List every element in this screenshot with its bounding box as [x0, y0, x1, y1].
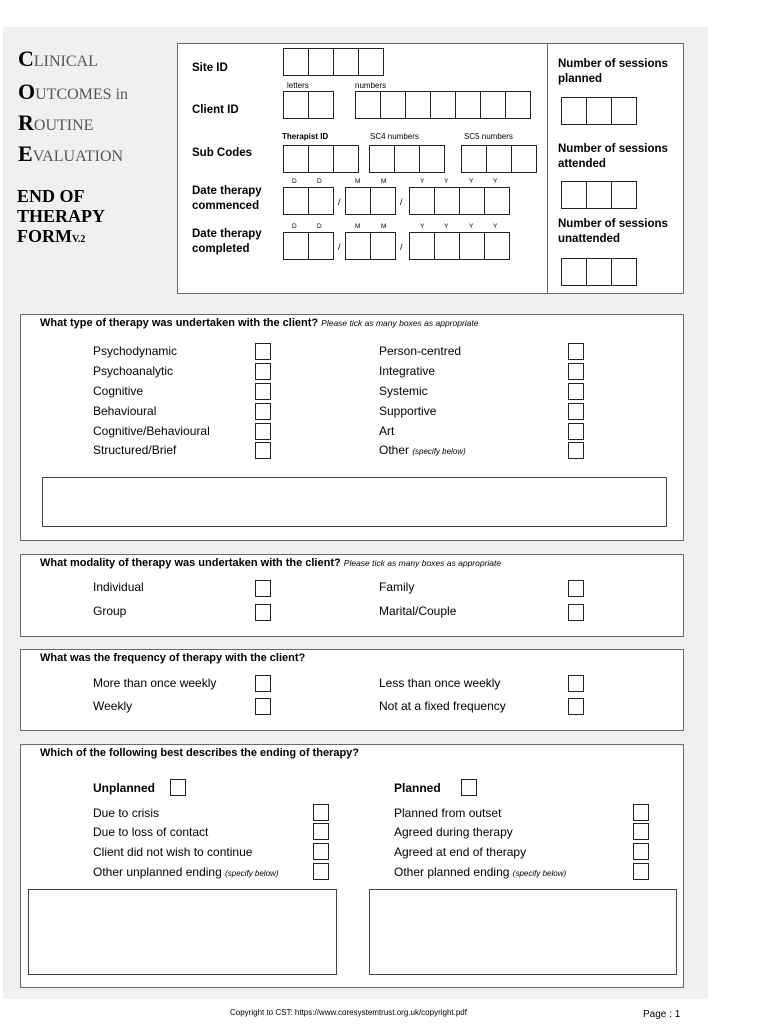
- date-commenced-year-box[interactable]: [484, 187, 510, 215]
- planned-specify-field[interactable]: [369, 889, 677, 975]
- therapy-type-checkbox[interactable]: [255, 343, 271, 360]
- date-completed-year-box[interactable]: [434, 232, 460, 260]
- date-completed-slash: /: [400, 242, 403, 252]
- unplanned-reason-text: Client did not wish to continue: [93, 845, 253, 859]
- date-completed-month-box[interactable]: [370, 232, 396, 260]
- specify-note: (specify below): [412, 447, 466, 456]
- date-commenced-day-box[interactable]: [283, 187, 309, 215]
- unplanned-reason-text: Due to crisis: [93, 806, 160, 820]
- unplanned-checkbox[interactable]: [170, 779, 186, 796]
- date-commenced-format-letter: Y: [493, 178, 498, 185]
- planned-reason-label: [394, 806, 501, 820]
- letters-label: letters: [287, 81, 309, 90]
- therapy-type-checkbox[interactable]: [255, 442, 271, 459]
- unplanned-specify-field[interactable]: [28, 889, 337, 975]
- therapist-id-box[interactable]: [283, 145, 309, 173]
- date-commenced-format-letter: D: [292, 178, 297, 185]
- date-completed-format-letter: D: [292, 223, 297, 230]
- date-commenced-format-letter: M: [381, 178, 387, 185]
- site-id-box[interactable]: [308, 48, 334, 76]
- title-routine: ROUTINE: [18, 110, 94, 135]
- planned-reason-text: Other planned ending: [394, 865, 510, 879]
- therapy-type-question: What type of therapy was undertaken with the client? Please tick as many boxes as appropriate: [40, 317, 479, 329]
- unplanned-reason-label: [93, 825, 208, 839]
- date-commenced-slash: /: [400, 197, 403, 207]
- planned-reason-label: [394, 825, 513, 839]
- therapy-type-label: Behavioural: [93, 404, 157, 418]
- date-completed-month-box[interactable]: [345, 232, 371, 260]
- therapy-type-label: [379, 364, 435, 378]
- therapy-type-label: [379, 384, 428, 398]
- sessions-planned-box[interactable]: [611, 97, 637, 125]
- date-completed-slash: /: [338, 242, 341, 252]
- date-commenced-label: Date therapy commenced: [192, 185, 262, 212]
- unplanned-reason-label: [93, 806, 159, 820]
- therapy-type-checkbox[interactable]: [568, 383, 584, 400]
- frequency-checkbox[interactable]: [255, 698, 271, 715]
- planned-reason-label: [394, 865, 566, 881]
- frequency-label: Weekly: [93, 699, 133, 713]
- modality-label: Family: [379, 580, 415, 594]
- therapy-type-text: Art: [379, 424, 395, 438]
- sessions-attended-label: Number of sessions attended: [558, 143, 668, 170]
- sessions-unattended-box[interactable]: [561, 258, 587, 286]
- unplanned-reason-checkbox[interactable]: [313, 823, 329, 840]
- sc4-box[interactable]: [394, 145, 420, 173]
- therapist-id-box[interactable]: [308, 145, 334, 173]
- unplanned-reason-checkbox[interactable]: [313, 843, 329, 860]
- date-completed-format-letter: M: [381, 223, 387, 230]
- therapy-type-text: Other: [379, 443, 410, 457]
- unplanned-label: Unplanned: [93, 781, 155, 795]
- therapy-type-checkbox[interactable]: [255, 383, 271, 400]
- date-commenced-year-box[interactable]: [409, 187, 435, 215]
- therapy-type-checkbox[interactable]: [255, 423, 271, 440]
- type-specify-field[interactable]: [42, 477, 667, 527]
- planned-reason-text: Agreed at end of therapy: [394, 845, 527, 859]
- date-commenced-format-letter: Y: [444, 178, 449, 185]
- unplanned-reason-label: [93, 845, 252, 859]
- sc5-box[interactable]: [461, 145, 487, 173]
- page-number: Page : 1: [643, 1009, 681, 1020]
- date-commenced-format-letter: Y: [420, 178, 425, 185]
- modality-checkbox[interactable]: [568, 580, 584, 597]
- copyright-text: Copyright to CST: https://www.coresystemtrust.org.uk/copyright.pdf: [230, 1008, 467, 1017]
- client-id-number-box[interactable]: [505, 91, 531, 119]
- header-divider: [547, 44, 548, 293]
- client-id-letter-box[interactable]: [283, 91, 309, 119]
- title-clinical: CLINICAL: [18, 46, 98, 71]
- date-commenced-slash: /: [338, 197, 341, 207]
- client-id-number-box[interactable]: [380, 91, 406, 119]
- date-commenced-year-box[interactable]: [434, 187, 460, 215]
- frequency-checkbox[interactable]: [568, 675, 584, 692]
- therapy-type-label: Psychodynamic: [93, 344, 178, 358]
- unplanned-reason-text: Due to loss of contact: [93, 825, 209, 839]
- sc4-box[interactable]: [369, 145, 395, 173]
- client-id-number-box[interactable]: [405, 91, 431, 119]
- frequency-label: Not at a fixed frequency: [379, 699, 506, 713]
- client-id-letter-box[interactable]: [308, 91, 334, 119]
- sessions-unattended-box[interactable]: [611, 258, 637, 286]
- therapy-type-text: Person-centred: [379, 344, 462, 358]
- planned-reason-text: Agreed during therapy: [394, 825, 513, 839]
- date-completed-year-box[interactable]: [484, 232, 510, 260]
- date-completed-day-box[interactable]: [283, 232, 309, 260]
- planned-reason-checkbox[interactable]: [633, 843, 649, 860]
- frequency-checkbox[interactable]: [568, 698, 584, 715]
- planned-reason-text: Planned from outset: [394, 806, 502, 820]
- sessions-planned-box[interactable]: [561, 97, 587, 125]
- sessions-planned-label: Number of sessions planned: [558, 58, 668, 85]
- sc5-box[interactable]: [486, 145, 512, 173]
- date-completed-year-box[interactable]: [409, 232, 435, 260]
- client-id-number-box[interactable]: [430, 91, 456, 119]
- planned-reason-label: [394, 845, 526, 859]
- therapy-type-label: [379, 443, 466, 459]
- therapy-type-label: Psychoanalytic: [93, 364, 174, 378]
- modality-label: Individual: [93, 580, 144, 594]
- sc4-label: SC4 numbers: [370, 132, 419, 141]
- sessions-attended-box[interactable]: [586, 181, 612, 209]
- client-id-number-box[interactable]: [480, 91, 506, 119]
- frequency-label: Less than once weekly: [379, 676, 501, 690]
- sc5-box[interactable]: [511, 145, 537, 173]
- unplanned-reason-label: [93, 865, 278, 881]
- modality-question: What modality of therapy was undertaken with the client? Please tick as many boxes as appropriate: [40, 557, 502, 569]
- therapy-type-checkbox[interactable]: [568, 363, 584, 380]
- sc4-box[interactable]: [419, 145, 445, 173]
- therapy-type-checkbox[interactable]: [255, 403, 271, 420]
- therapy-type-checkbox[interactable]: [568, 343, 584, 360]
- sessions-unattended-label: Number of sessions unattended: [558, 218, 668, 245]
- site-id-box[interactable]: [358, 48, 384, 76]
- date-commenced-format-letter: M: [355, 178, 361, 185]
- planned-checkbox[interactable]: [461, 779, 477, 796]
- modality-checkbox[interactable]: [255, 580, 271, 597]
- therapy-type-label: [379, 404, 436, 418]
- therapist-id-label: Therapist ID: [282, 132, 329, 141]
- sessions-unattended-box[interactable]: [586, 258, 612, 286]
- unplanned-reason-text: Other unplanned ending: [93, 865, 222, 879]
- therapy-type-label: [379, 344, 461, 358]
- frequency-question: What was the frequency of therapy with the client?: [40, 652, 306, 664]
- unplanned-reason-checkbox[interactable]: [313, 863, 329, 880]
- frequency-label: More than once weekly: [93, 676, 217, 690]
- date-completed-format-letter: Y: [420, 223, 425, 230]
- planned-reason-checkbox[interactable]: [633, 804, 649, 821]
- date-completed-format-letter: Y: [469, 223, 474, 230]
- therapist-id-box[interactable]: [333, 145, 359, 173]
- date-completed-format-letter: M: [355, 223, 361, 230]
- therapy-type-label: Structured/Brief: [93, 443, 177, 457]
- client-id-number-box[interactable]: [355, 91, 381, 119]
- site-id-box[interactable]: [283, 48, 309, 76]
- specify-note: (specify below): [225, 869, 279, 878]
- numbers-label: numbers: [355, 81, 387, 90]
- planned-label: Planned: [394, 781, 441, 795]
- client-id-number-box[interactable]: [455, 91, 481, 119]
- date-completed-format-letter: Y: [493, 223, 498, 230]
- modality-label: Group: [93, 604, 127, 618]
- therapy-type-label: Cognitive/Behavioural: [93, 424, 210, 438]
- planned-reason-checkbox[interactable]: [633, 863, 649, 880]
- sessions-attended-box[interactable]: [561, 181, 587, 209]
- date-commenced-day-box[interactable]: [308, 187, 334, 215]
- date-completed-year-box[interactable]: [459, 232, 485, 260]
- date-commenced-format-letter: Y: [469, 178, 474, 185]
- date-completed-format-letter: D: [317, 223, 322, 230]
- title-evaluation: EVALUATION: [18, 141, 124, 166]
- therapy-type-text: Integrative: [379, 364, 436, 378]
- site-id-box[interactable]: [333, 48, 359, 76]
- site-id-label: Site ID: [192, 62, 228, 74]
- therapy-type-checkbox[interactable]: [568, 442, 584, 459]
- modality-checkbox[interactable]: [568, 604, 584, 621]
- planned-reason-checkbox[interactable]: [633, 823, 649, 840]
- date-commenced-year-box[interactable]: [459, 187, 485, 215]
- therapy-type-checkbox[interactable]: [255, 363, 271, 380]
- therapy-type-checkbox[interactable]: [568, 423, 584, 440]
- therapy-type-label: [379, 424, 394, 438]
- sc5-label: SC5 numbers: [464, 132, 513, 141]
- frequency-checkbox[interactable]: [255, 675, 271, 692]
- date-completed-format-letter: Y: [444, 223, 449, 230]
- sub-codes-label: Sub Codes: [192, 147, 253, 159]
- specify-note: (specify below): [512, 869, 567, 878]
- sessions-attended-box[interactable]: [611, 181, 637, 209]
- therapy-type-checkbox[interactable]: [568, 403, 584, 420]
- client-id-label: Client ID: [192, 104, 239, 116]
- therapy-type-text: Supportive: [379, 404, 437, 418]
- modality-label: Marital/Couple: [379, 604, 457, 618]
- date-completed-day-box[interactable]: [308, 232, 334, 260]
- sessions-planned-box[interactable]: [586, 97, 612, 125]
- date-commenced-month-box[interactable]: [370, 187, 396, 215]
- date-completed-label: Date therapy completed: [192, 228, 262, 255]
- modality-checkbox[interactable]: [255, 604, 271, 621]
- title-outcomes: OUTCOMES in: [18, 79, 129, 104]
- date-commenced-format-letter: D: [317, 178, 322, 185]
- therapy-type-label: Cognitive: [93, 384, 144, 398]
- therapy-type-text: Systemic: [379, 384, 428, 398]
- ending-question: Which of the following best describes the ending of therapy?: [40, 747, 360, 759]
- unplanned-reason-checkbox[interactable]: [313, 804, 329, 821]
- date-commenced-month-box[interactable]: [345, 187, 371, 215]
- form-title: END OF THERAPY FORMV.2: [17, 186, 106, 246]
